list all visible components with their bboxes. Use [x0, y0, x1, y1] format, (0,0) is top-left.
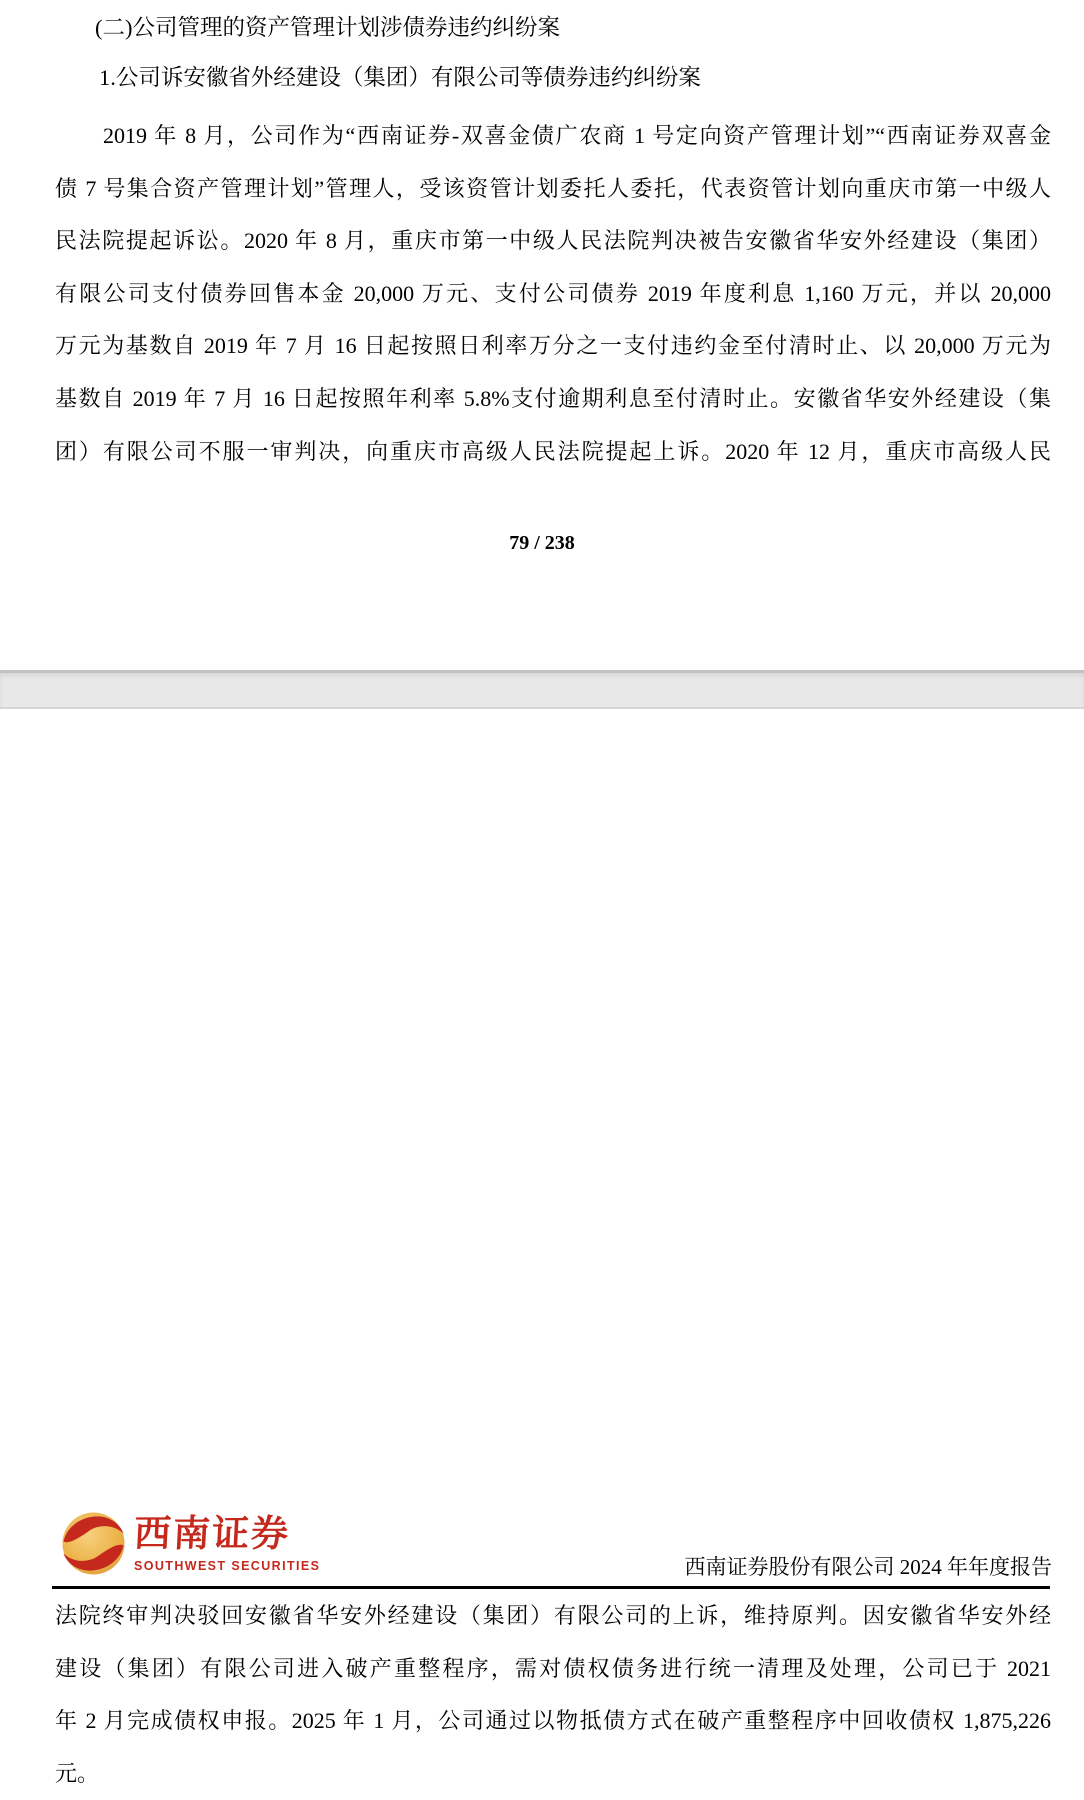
header-rule [52, 1586, 1050, 1589]
paragraph-line: 有限公司支付债券回售本金 20,000 万元、支付公司债券 2019 年度利息 1,160 万元，并以 20,000 [55, 280, 1051, 306]
southwest-securities-logo [60, 1512, 320, 1575]
logo-name-chinese: 西南证券 [132, 1514, 292, 1555]
logo-name-english: SOUTHWEST SECURITIES [134, 1559, 321, 1573]
paragraph-line: 团）有限公司不服一审判决，向重庆市高级人民法院提起上诉。2020 年 12 月，重庆市高级人民 [55, 438, 1051, 464]
case-heading: 1.公司诉安徽省外经建设（集团）有限公司等债券违约纠纷案 [99, 65, 701, 90]
page-separator [0, 670, 1084, 709]
paragraph-line: 法院终审判决驳回安徽省华安外经建设（集团）有限公司的上诉，维持原判。因安徽省华安外经 [55, 1603, 1051, 1628]
paragraph-line: 建设（集团）有限公司进入破产重整程序，需对债权债务进行统一清理及处理，公司已于 2021 [55, 1655, 1051, 1681]
continued-paragraph [55, 1590, 1051, 1800]
paragraph-line: 2019 年 8 月，公司作为“西南证券-双喜金债广农商 1 号定向资产管理计划”“西南证券双喜金 [103, 123, 1051, 148]
paragraph-line: 基数自 2019 年 7 月 16 日起按照年利率 5.8%支付逾期利息至付清时止。安徽省华安外经建设（集 [55, 385, 1051, 411]
paragraph-line: 民法院提起诉讼。2020 年 8 月，重庆市第一中级人民法院判决被告安徽省华安外经建设（集团） [55, 228, 1051, 254]
page-next [0, 709, 1084, 1786]
page-number: 79 / 238 [509, 532, 575, 554]
paragraph-line: 万元为基数自 2019 年 7 月 16 日起按照日利率万分之一支付违约金至付清时止、以 20,000 万元为 [55, 333, 1051, 359]
section-heading: (二)公司管理的资产管理计划涉债券违约纠纷案 [95, 15, 560, 40]
case-paragraph [55, 110, 1051, 478]
paragraph-line: 元。 [55, 1760, 100, 1786]
report-header-title: 西南证券股份有限公司 2024 年年度报告 [684, 1555, 1052, 1579]
logo-wordmark [134, 1512, 320, 1573]
page-previous [0, 0, 1084, 670]
paragraph-line: 年 2 月完成债权申报。2025 年 1 月，公司通过以物抵债方式在破产重整程序中回收债权 1,875,226 [55, 1708, 1051, 1734]
southwest-securities-emblem-icon [60, 1512, 127, 1575]
paragraph-line: 债 7 号集合资产管理计划”管理人，受该资管计划委托人委托，代表资管计划向重庆市第一中级人 [55, 175, 1051, 201]
